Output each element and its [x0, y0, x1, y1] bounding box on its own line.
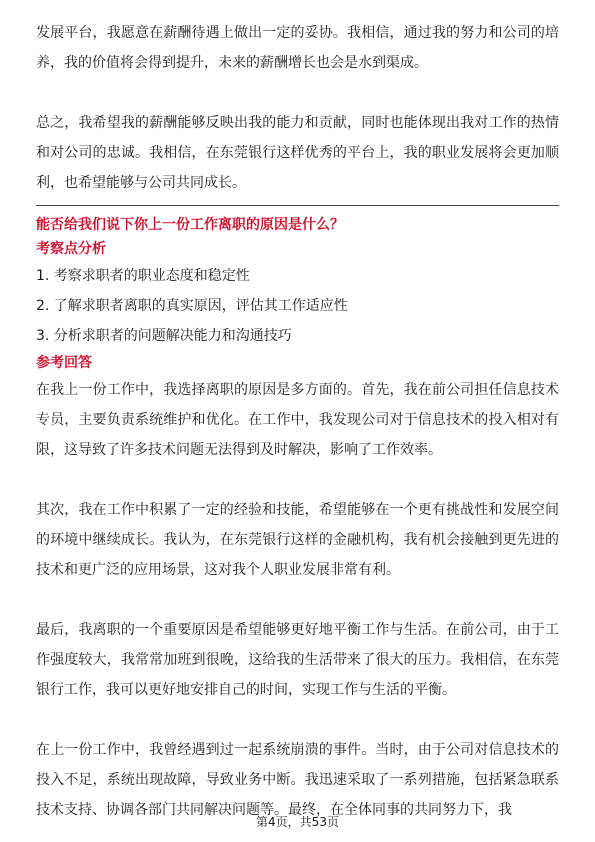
- question-title: 能否给我们说下你上一份工作离职的原因是什么？: [36, 217, 344, 233]
- analysis-item-1: 1. 考察求职者的职业态度和稳定性: [36, 268, 250, 284]
- page-content: [36, 18, 559, 825]
- analysis-item-3: 3. 分析求职者的问题解决能力和沟通技巧: [36, 328, 292, 344]
- answer-paragraph-4: 在上一份工作中，我曾经遇到过一起系统崩溃的事件。当时，由于公司对信息技术的投入不足，系统出现故障，导致业务中断。我迅速采取了一系列措施，包括紧急联系技术支持、协调各部门共同解决问题等。最终，在全体同事的共同努力下，我: [36, 742, 559, 818]
- paragraph-gap: [36, 465, 559, 495]
- paragraph-gap: [36, 705, 559, 735]
- intro-paragraph-1: 发展平台，我愿意在薪酬待遇上做出一定的妥协。我相信，通过我的努力和公司的培养，我的价值将会得到提升，未来的薪酬增长也会是水到渠成。: [36, 25, 559, 71]
- analysis-heading: 考察点分析: [36, 241, 106, 257]
- answer-heading: 参考回答: [36, 355, 92, 371]
- paragraph-gap: [36, 78, 559, 108]
- answer-paragraph-3: 最后，我离职的一个重要原因是希望能够更好地平衡工作与生活。在前公司，由于工作强度较大，我常常加班到很晚，这给我的生活带来了很大的压力。我相信，在东莞银行工作，我可以更好地安排自己的时间，实现工作与生活的平衡。: [36, 622, 559, 698]
- paragraph-gap: [36, 585, 559, 615]
- answer-paragraph-1: 在我上一份工作中，我选择离职的原因是多方面的。首先，我在前公司担任信息技术专员，主要负责系统维护和优化。在工作中，我发现公司对于信息技术的投入相对有限，这导致了许多技术问题无法得到及时解决，影响了工作效率。: [36, 382, 559, 458]
- answer-paragraph-2: 其次，我在工作中积累了一定的经验和技能，希望能够在一个更有挑战性和发展空间的环境中继续成长。我认为，在东莞银行这样的金融机构，我有机会接触到更先进的技术和更广泛的应用场景，这对我个人职业发展非常有利。: [36, 502, 559, 578]
- page-number-footer: 第4页，共53页: [256, 815, 339, 829]
- analysis-item-2: 2. 了解求职者离职的真实原因，评估其工作适应性: [36, 298, 348, 314]
- intro-paragraph-2: 总之，我希望我的薪酬能够反映出我的能力和贡献，同时也能体现出我对工作的热情和对公司的忠诚。我相信，在东莞银行这样优秀的平台上，我的职业发展将会更加顺利，也希望能够与公司共同成长。: [36, 115, 559, 191]
- section-divider: [36, 205, 559, 206]
